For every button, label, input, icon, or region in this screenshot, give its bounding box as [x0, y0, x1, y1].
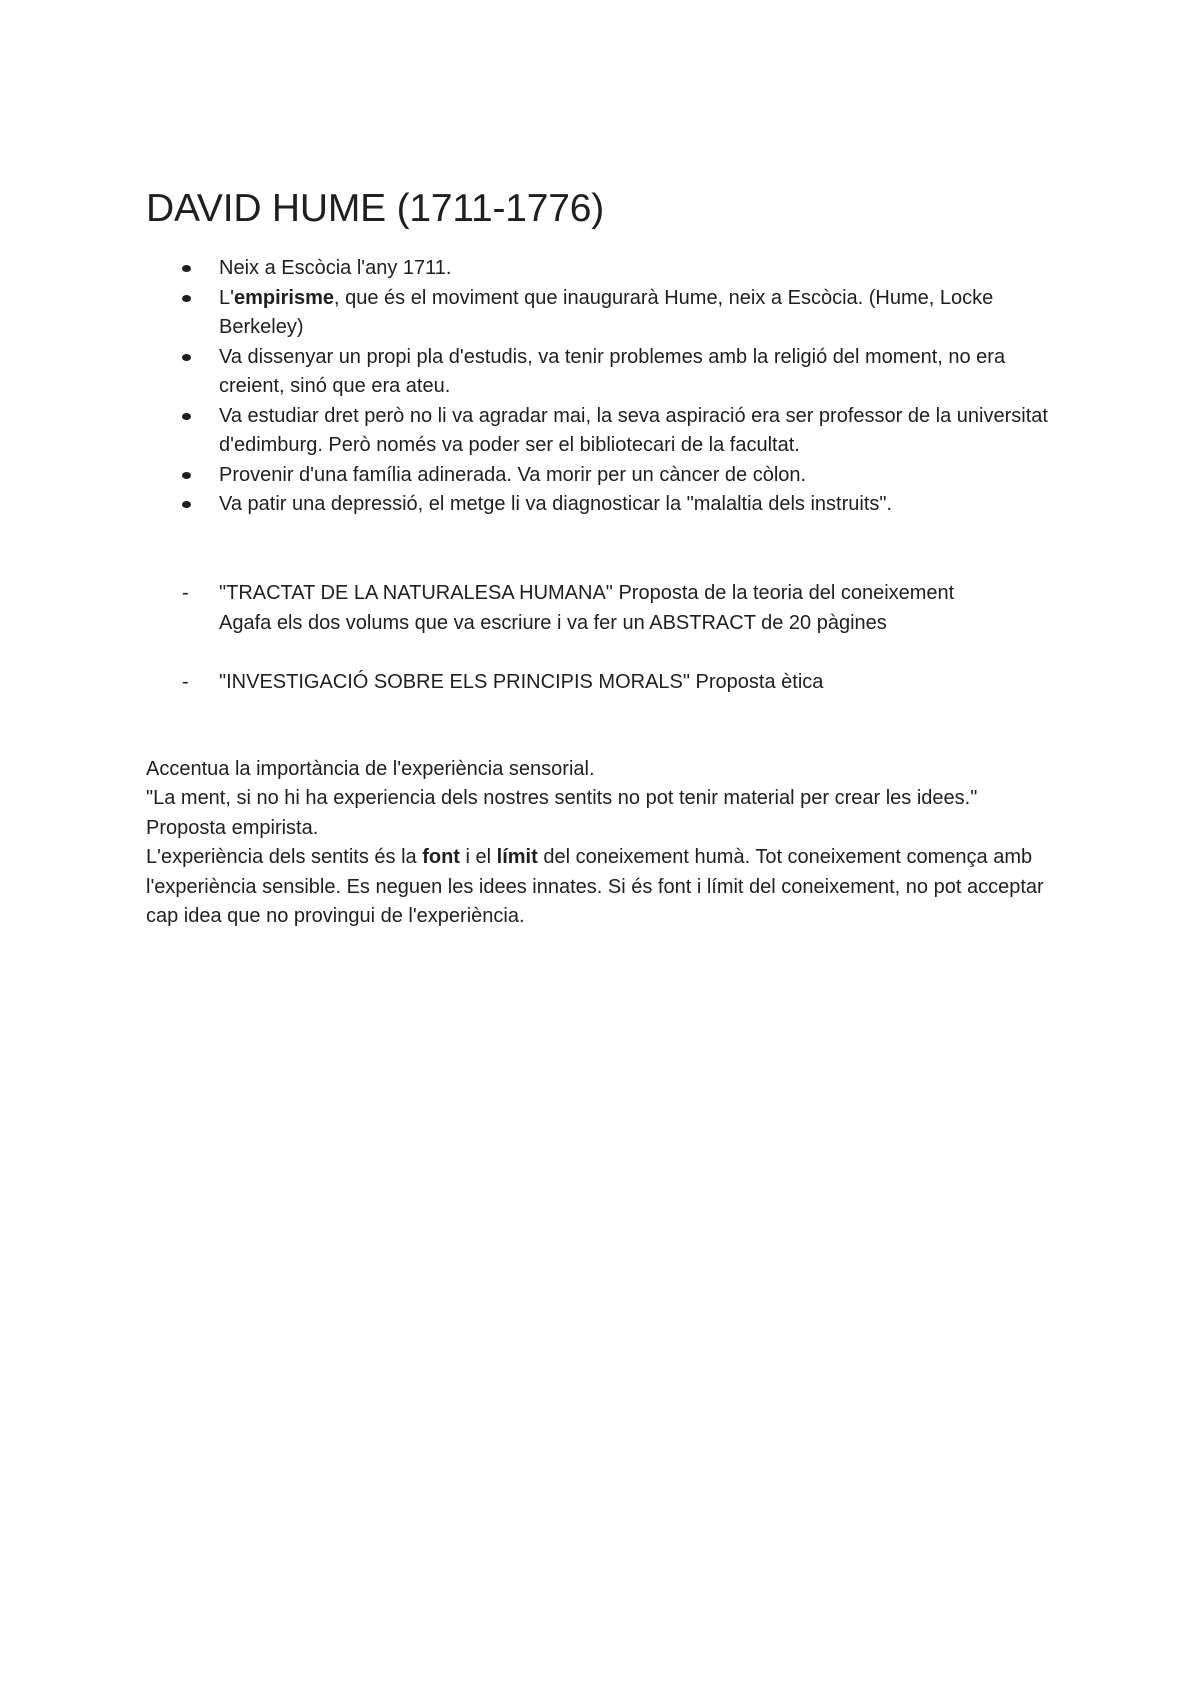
work-title-line: "TRACTAT DE LA NATURALESA HUMANA" Proposta de la teoria del coneixement	[219, 581, 955, 604]
quote-line: "La ment, si no hi ha experiencia dels nostres sentits no pot tenir material per crear les idees."	[146, 787, 978, 809]
dash-marker: -	[182, 581, 189, 604]
text-run: del coneixement humà. Tot coneixement comença amb l'experiència sensible. Es neguen les idees innates. Si és font i límit del coneixement, no pot acceptar cap idea que no provingui de l'experiència.	[146, 846, 1044, 927]
dash-marker: -	[182, 670, 189, 693]
bold-term-font: font	[422, 846, 460, 868]
paragraph-line: Accentua la importància de l'experiència sensorial.	[146, 757, 595, 780]
bullet-text: Va dissenyar un propi pla d'estudis, va tenir problemes amb la religió del moment, no era creient, sinó que era ateu.	[219, 345, 1006, 397]
document-page	[146, 186, 1066, 932]
bullet-icon	[182, 472, 191, 479]
works-list	[146, 667, 1066, 697]
bold-term-limit: límit	[496, 846, 538, 868]
list-item	[182, 667, 1066, 697]
text-run: L'experiència dels sentits és la	[146, 846, 423, 868]
bullet-text-prefix: L'	[219, 286, 234, 309]
bullet-icon	[182, 295, 191, 302]
paragraph-line	[146, 843, 1066, 932]
work-note-line: Agafa els dos volums que va escriure i va fer un ABSTRACT de 20 pàgines	[219, 611, 887, 634]
biography-bullet-list	[146, 254, 1066, 520]
list-item	[219, 402, 1066, 461]
work-title-line: "INVESTIGACIÓ SOBRE ELS PRINCIPIS MORALS" Proposta ètica	[219, 670, 824, 693]
works-list	[146, 578, 1066, 638]
bullet-text: Neix a Escòcia l'any 1711.	[219, 257, 452, 279]
bullet-text: , que és el moviment que inaugurarà Hume, neix a Escòcia. (Hume, Locke Berkeley)	[219, 286, 994, 338]
list-item	[219, 490, 1066, 520]
bullet-icon	[182, 265, 191, 272]
page-title: DAVID HUME (1711-1776)	[146, 187, 604, 230]
bullet-icon	[182, 501, 191, 508]
bullet-text: Va patir una depressió, el metge li va diagnosticar la "malaltia dels instruits".	[219, 493, 893, 515]
bullet-text: Va estudiar dret però no li va agradar mai, la seva aspiració era ser professor de la universitat d'edimburg. Però només va poder ser el bibliotecari de la facultat.	[219, 404, 1048, 456]
paragraph-line: Proposta empirista.	[146, 816, 319, 839]
list-item	[182, 578, 1066, 638]
bullet-text: Provenir d'una família adinerada. Va morir per un càncer de còlon.	[219, 463, 807, 486]
body-paragraph	[146, 755, 1066, 932]
bullet-icon	[182, 354, 191, 361]
text-run: i el	[459, 846, 497, 868]
list-item	[219, 461, 1066, 491]
list-item	[219, 254, 1066, 284]
bold-term-empirisme: empirisme	[233, 286, 335, 309]
list-item	[219, 343, 1066, 402]
bullet-icon	[182, 413, 191, 420]
list-item	[219, 284, 1066, 343]
